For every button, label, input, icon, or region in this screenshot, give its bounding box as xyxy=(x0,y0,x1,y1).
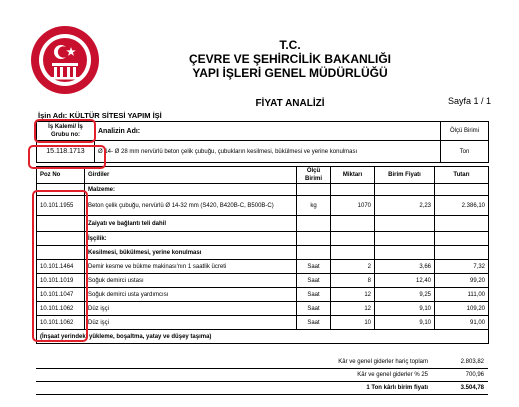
section-malzeme: Malzeme: xyxy=(85,184,297,196)
table-row xyxy=(37,232,489,246)
girdi-cell: Düz işçi xyxy=(85,302,297,316)
col-tutar: Tutarı xyxy=(435,167,489,184)
section-iscilik: İşçilik: xyxy=(85,232,297,246)
analysis-name: Ø 14- Ø 28 mm nervürlü beton çelik çubuğu, çubukların kesilmesi, bükülmesi ve yerine konulması xyxy=(95,141,441,163)
analysis-name-header: Analizin Adı: xyxy=(95,122,441,141)
summary-value: 700,96 xyxy=(465,372,484,378)
olcu-cell: Saat xyxy=(297,302,331,316)
page-number: Sayfa 1 / 1 xyxy=(447,96,491,106)
olcu-cell: Saat xyxy=(297,260,331,274)
table-row xyxy=(37,302,489,316)
olcu-cell: Saat xyxy=(297,288,331,302)
header-line-1: T.C. xyxy=(279,38,301,52)
tutar-cell: 109,20 xyxy=(435,302,489,316)
fiyat-cell: 2,23 xyxy=(375,196,435,216)
header-line-2: ÇEVRE VE ŞEHİRCİLİK BAKANLIĞI xyxy=(188,52,392,66)
poz-cell: 10.101.1062 xyxy=(37,302,85,316)
col-fiyat: Birim Fiyatı xyxy=(375,167,435,184)
fiyat-cell: 3,66 xyxy=(375,260,435,274)
girdi-cell: Beton çelik çubuğu, nervürlü Ø 14-32 mm (S420, B420B-C, B500B-C) xyxy=(85,196,297,216)
poz-cell: 10.101.1019 xyxy=(37,274,85,288)
document-title: FİYAT ANALİZİ xyxy=(255,98,325,109)
summary-block xyxy=(36,356,488,395)
section-kesilmesi: Kesilmesi, bükülmesi, yerine konulması xyxy=(85,246,297,260)
girdi-cell: Soğuk demirci usta yardımcısı xyxy=(85,288,297,302)
miktar-cell: 12 xyxy=(331,302,375,316)
unit-header: Ölçü Birimi xyxy=(441,122,489,141)
miktar-cell: 2 xyxy=(331,260,375,274)
col-miktar: Miktarı xyxy=(331,167,375,184)
table-row xyxy=(37,246,489,260)
ministry-logo-icon xyxy=(30,25,100,95)
tutar-cell: 91,00 xyxy=(435,316,489,330)
miktar-cell: 10 xyxy=(331,316,375,330)
table-row xyxy=(37,184,489,196)
header-line-3: YAPI İŞLERİ GENEL MÜDÜRLÜĞÜ xyxy=(192,66,388,80)
olcu-cell: kg xyxy=(297,196,331,216)
summary-label: Kâr ve genel giderler % 25 xyxy=(357,372,428,378)
olcu-cell: Saat xyxy=(297,316,331,330)
poz-cell: 10.101.1464 xyxy=(37,260,85,274)
summary-row xyxy=(36,356,488,369)
summary-value: 3.504,78 xyxy=(460,385,484,391)
tutar-cell: 2.386,10 xyxy=(435,196,489,216)
olcu-cell: Saat xyxy=(297,274,331,288)
table-row xyxy=(37,288,489,302)
summary-label: Kâr ve genel giderler hariç toplam xyxy=(338,359,428,365)
poz-cell: 10.101.1955 xyxy=(37,196,85,216)
fiyat-cell: 9,10 xyxy=(375,302,435,316)
poz-cell: 10.101.1062 xyxy=(37,316,85,330)
section-zaiyat: Zaiyatı ve bağlantı teli dahil xyxy=(85,216,297,232)
col-poz: Poz No xyxy=(37,167,85,184)
table-row xyxy=(37,316,489,330)
item-unit: Ton xyxy=(441,141,489,163)
girdi-cell: Düz işçi xyxy=(85,316,297,330)
col-girdiler: Girdiler xyxy=(85,167,297,184)
item-code-header: İş Kalemi/ İş Grubu no: xyxy=(37,122,95,141)
summary-label: 1 Ton kârlı birim fiyatı xyxy=(366,385,428,391)
girdi-cell: Soğuk demirci ustası xyxy=(85,274,297,288)
girdi-cell: Demir kesme ve bükme makinası'nın 1 saatlik ücreti xyxy=(85,260,297,274)
table-row xyxy=(37,274,489,288)
inputs-table xyxy=(36,166,489,344)
table-row xyxy=(37,260,489,274)
section-insaat: (İnşaat yerindeki yükleme, boşaltma, yatay ve düşey taşıma) xyxy=(37,330,489,344)
item-code: 15.118.1713 xyxy=(37,141,95,163)
table-row xyxy=(37,196,489,216)
poz-cell: 10.101.1047 xyxy=(37,288,85,302)
fiyat-cell: 12,40 xyxy=(375,274,435,288)
table-row xyxy=(37,330,489,344)
miktar-cell: 1070 xyxy=(331,196,375,216)
summary-row xyxy=(36,382,488,395)
summary-row xyxy=(36,369,488,382)
col-olcu: Ölçü Birimi xyxy=(297,167,331,184)
item-table xyxy=(36,121,489,163)
tutar-cell: 111,00 xyxy=(435,288,489,302)
job-name: İşin Adı: KÜLTÜR SİTESİ YAPIM İŞİ xyxy=(38,111,162,120)
fiyat-cell: 9,25 xyxy=(375,288,435,302)
miktar-cell: 8 xyxy=(331,274,375,288)
tutar-cell: 99,20 xyxy=(435,274,489,288)
table-row xyxy=(37,216,489,232)
tutar-cell: 7,32 xyxy=(435,260,489,274)
miktar-cell: 12 xyxy=(331,288,375,302)
summary-value: 2.803,82 xyxy=(460,359,484,365)
fiyat-cell: 9,10 xyxy=(375,316,435,330)
